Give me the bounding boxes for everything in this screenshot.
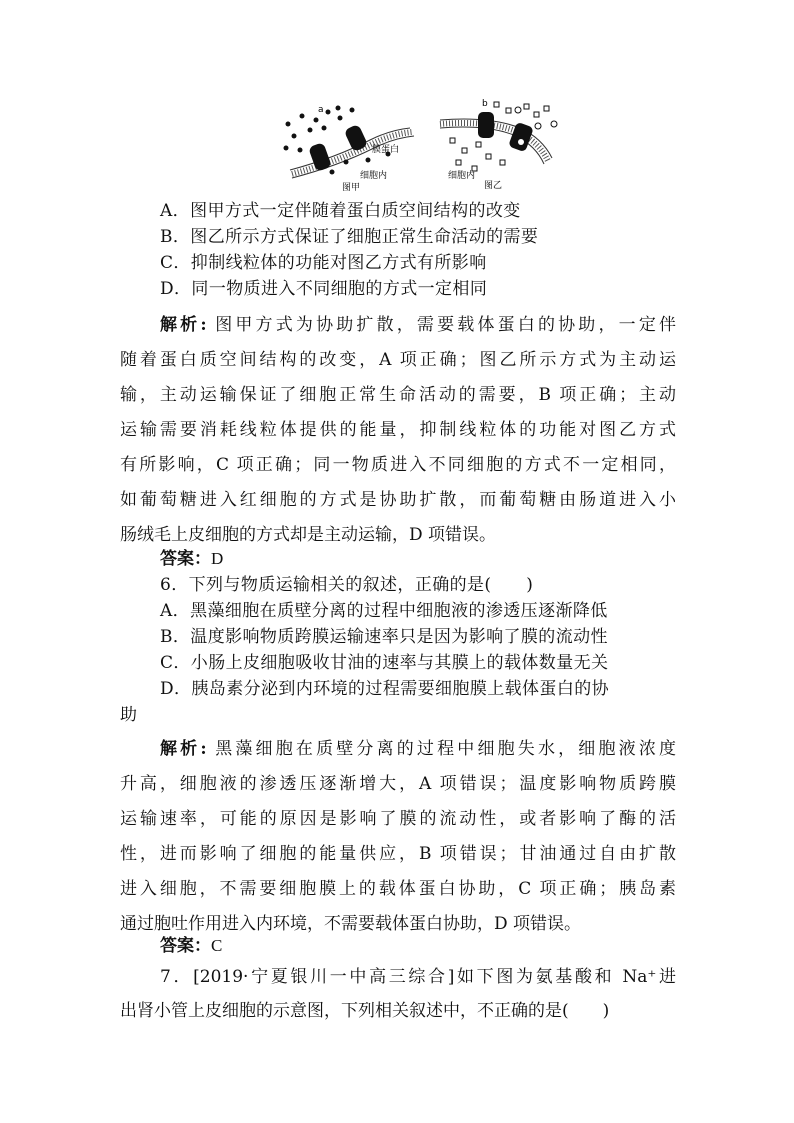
pump-protein-right [508, 122, 534, 153]
q5-answer [160, 548, 223, 570]
q7-stem-line-2: 出肾小管上皮细胞的示意图，下列相关叙述中，不正确的是( ) [120, 1001, 610, 1021]
q6-analysis-line-2: 升高，细胞液的渗透压逐渐增大，A 项错误；温度影响物质跨膜 [120, 774, 676, 794]
q5-analysis-line-1: 解析: 图甲方式为协助扩散，需要载体蛋白的协助，一定伴 [160, 315, 676, 335]
q5-analysis-line-7: 肠绒毛上皮细胞的方式却是主动运输，D 项错误。 [120, 525, 497, 545]
q5-analysis-line-2: 随着蛋白质空间结构的改变，A 项正确；图乙所示方式为主动运 [120, 350, 676, 370]
q6-analysis-line-4: 性，进而影响了细胞的能量供应，B 项错误；甘油通过自由扩散 [120, 844, 676, 864]
q5-answer-value: D [211, 549, 224, 568]
pump-protein-left [478, 112, 494, 138]
q6-analysis-line-5: 进入细胞，不需要细胞膜上的载体蛋白协助，C 项正确；胰岛素 [120, 879, 676, 899]
q5-answer-label: 答案： [160, 549, 211, 569]
q6-analysis-line-6: 通过胞吐作用进入内环境，不需要载体蛋白协助，D 项错误。 [120, 914, 582, 934]
figure-jia [284, 105, 415, 193]
carrier-protein [344, 124, 369, 153]
q6-stem: 6．下列与物质运输相关的叙述，正确的是( ) [160, 575, 534, 595]
q6-option-d-cont: 助 [120, 705, 138, 725]
q6-option-b: B．温度影响物质跨膜运输速率只是因为影响了膜的流动性 [160, 627, 608, 647]
q5-analysis-line-5: 有所影响，C 项正确；同一物质进入不同细胞的方式不一定相同， [120, 455, 676, 475]
yi-caption: 图乙 [484, 181, 503, 191]
q6-analysis-label: 解析: [160, 739, 207, 759]
transported-molecule [518, 139, 524, 145]
yi-inside-label: 细胞内 [448, 171, 476, 181]
q5-option-a: A．图甲方式一定伴随着蛋白质空间结构的改变 [160, 201, 521, 221]
jia-caption: 图甲 [342, 183, 361, 193]
q6-answer-value: C [211, 936, 223, 955]
jia-inside-label: 细胞内 [360, 171, 388, 181]
q5-option-d: D．同一物质进入不同细胞的方式一定相同 [160, 279, 488, 299]
q5-analysis-line-6: 如葡萄糖进入红细胞的方式是协助扩散，而葡萄糖由肠道进入小 [120, 490, 676, 510]
q6-option-d: D．胰岛素分泌到内环境的过程需要细胞膜上载体蛋白的协 [160, 679, 610, 699]
q5-option-b: B．图乙所示方式保证了细胞正常生命活动的需要 [160, 227, 539, 247]
q6-option-c: C．小肠上皮细胞吸收甘油的速率与其膜上的载体数量无关 [160, 653, 609, 673]
figure-label-a: a [318, 105, 324, 115]
q6-analysis-line-1: 解析: 黑藻细胞在质壁分离的过程中细胞失水，细胞液浓度 [160, 739, 676, 759]
membrane-protein-label: 膜蛋白 [372, 145, 400, 155]
q6-answer-label: 答案： [160, 936, 211, 956]
figure-yi [440, 99, 557, 191]
q6-answer [160, 935, 222, 957]
q5-analysis-label: 解析: [160, 315, 207, 335]
q7-stem-line-1: 7．[2019·宁夏银川一中高三综合]如下图为氨基酸和 Na⁺进 [160, 967, 676, 987]
figure-label-b: b [482, 99, 488, 109]
q5-option-c: C．抑制线粒体的功能对图乙方式有所影响 [160, 253, 487, 273]
q6-option-a: A．黑藻细胞在质壁分离的过程中细胞液的渗透压逐渐降低 [160, 601, 608, 621]
membrane-transport-figure [280, 98, 580, 194]
q6-analysis-line-3: 运输速率，可能的原因是影响了膜的流动性，或者影响了酶的活 [120, 809, 676, 829]
q5-analysis-line-4: 运输需要消耗线粒体提供的能量，抑制线粒体的功能对图乙方式 [120, 420, 676, 440]
q5-analysis-line-3: 输，主动运输保证了细胞正常生命活动的需要，B 项正确；主动 [120, 385, 676, 405]
